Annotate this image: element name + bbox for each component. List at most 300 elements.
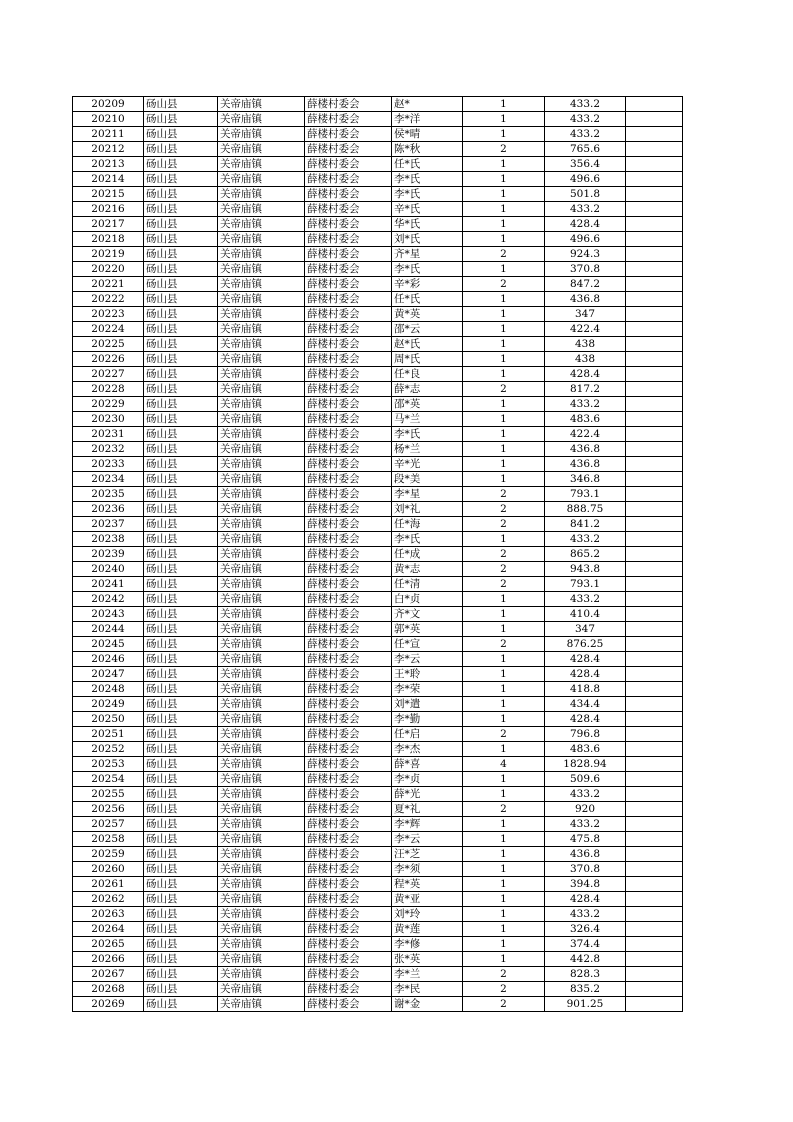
amount-cell: 347 — [545, 622, 626, 637]
empty-cell — [626, 712, 683, 727]
empty-cell — [626, 292, 683, 307]
row-id-cell: 20238 — [73, 532, 144, 547]
name-cell: 段*美 — [392, 472, 463, 487]
table-row — [73, 652, 683, 667]
name-cell: 侯*晴 — [392, 127, 463, 142]
empty-cell — [626, 127, 683, 142]
row-id-cell: 20230 — [73, 412, 144, 427]
village-cell: 薛楼村委会 — [305, 937, 392, 952]
row-id-cell: 20234 — [73, 472, 144, 487]
empty-cell — [626, 862, 683, 877]
county-cell: 砀山县 — [144, 997, 218, 1012]
town-cell: 关帝庙镇 — [218, 97, 305, 112]
table-row — [73, 217, 683, 232]
table-row — [73, 322, 683, 337]
empty-cell — [626, 307, 683, 322]
town-cell: 关帝庙镇 — [218, 967, 305, 982]
table-row — [73, 427, 683, 442]
empty-cell — [626, 157, 683, 172]
amount-cell: 433.2 — [545, 592, 626, 607]
county-cell: 砀山县 — [144, 682, 218, 697]
empty-cell — [626, 892, 683, 907]
empty-cell — [626, 787, 683, 802]
county-cell: 砀山县 — [144, 262, 218, 277]
amount-cell: 428.4 — [545, 712, 626, 727]
town-cell: 关帝庙镇 — [218, 757, 305, 772]
amount-cell: 475.8 — [545, 832, 626, 847]
county-cell: 砀山县 — [144, 277, 218, 292]
county-cell: 砀山县 — [144, 127, 218, 142]
village-cell: 薛楼村委会 — [305, 622, 392, 637]
row-id-cell: 20214 — [73, 172, 144, 187]
village-cell: 薛楼村委会 — [305, 982, 392, 997]
town-cell: 关帝庙镇 — [218, 322, 305, 337]
row-id-cell: 20219 — [73, 247, 144, 262]
row-id-cell: 20250 — [73, 712, 144, 727]
row-id-cell: 20209 — [73, 97, 144, 112]
table-row — [73, 952, 683, 967]
town-cell: 关帝庙镇 — [218, 652, 305, 667]
village-cell: 薛楼村委会 — [305, 652, 392, 667]
household-count-cell: 2 — [463, 637, 545, 652]
empty-cell — [626, 997, 683, 1012]
name-cell: 周*氏 — [392, 352, 463, 367]
town-cell: 关帝庙镇 — [218, 532, 305, 547]
village-cell: 薛楼村委会 — [305, 547, 392, 562]
county-cell: 砀山县 — [144, 847, 218, 862]
amount-cell: 436.8 — [545, 442, 626, 457]
town-cell: 关帝庙镇 — [218, 577, 305, 592]
table-row — [73, 532, 683, 547]
household-count-cell: 2 — [463, 967, 545, 982]
empty-cell — [626, 352, 683, 367]
row-id-cell: 20259 — [73, 847, 144, 862]
town-cell: 关帝庙镇 — [218, 742, 305, 757]
village-cell: 薛楼村委会 — [305, 322, 392, 337]
table-row — [73, 472, 683, 487]
village-cell: 薛楼村委会 — [305, 382, 392, 397]
name-cell: 白*贞 — [392, 592, 463, 607]
name-cell: 任*宣 — [392, 637, 463, 652]
village-cell: 薛楼村委会 — [305, 442, 392, 457]
county-cell: 砀山县 — [144, 232, 218, 247]
name-cell: 赵* — [392, 97, 463, 112]
amount-cell: 796.8 — [545, 727, 626, 742]
name-cell: 李*修 — [392, 937, 463, 952]
amount-cell: 793.1 — [545, 577, 626, 592]
row-id-cell: 20233 — [73, 457, 144, 472]
empty-cell — [626, 97, 683, 112]
table-row — [73, 862, 683, 877]
village-cell: 薛楼村委会 — [305, 127, 392, 142]
household-count-cell: 1 — [463, 532, 545, 547]
table-row — [73, 982, 683, 997]
county-cell: 砀山县 — [144, 397, 218, 412]
amount-cell: 370.8 — [545, 262, 626, 277]
household-count-cell: 1 — [463, 937, 545, 952]
table-row — [73, 247, 683, 262]
empty-cell — [626, 622, 683, 637]
town-cell: 关帝庙镇 — [218, 592, 305, 607]
empty-cell — [626, 412, 683, 427]
table-row — [73, 277, 683, 292]
household-count-cell: 1 — [463, 172, 545, 187]
town-cell: 关帝庙镇 — [218, 637, 305, 652]
village-cell: 薛楼村委会 — [305, 457, 392, 472]
amount-cell: 501.8 — [545, 187, 626, 202]
village-cell: 薛楼村委会 — [305, 727, 392, 742]
empty-cell — [626, 742, 683, 757]
village-cell: 薛楼村委会 — [305, 592, 392, 607]
town-cell: 关帝庙镇 — [218, 847, 305, 862]
village-cell: 薛楼村委会 — [305, 487, 392, 502]
amount-cell: 865.2 — [545, 547, 626, 562]
row-id-cell: 20251 — [73, 727, 144, 742]
table-row — [73, 187, 683, 202]
county-cell: 砀山县 — [144, 502, 218, 517]
village-cell: 薛楼村委会 — [305, 817, 392, 832]
empty-cell — [626, 367, 683, 382]
town-cell: 关帝庙镇 — [218, 802, 305, 817]
village-cell: 薛楼村委会 — [305, 562, 392, 577]
empty-cell — [626, 532, 683, 547]
village-cell: 薛楼村委会 — [305, 862, 392, 877]
household-count-cell: 1 — [463, 907, 545, 922]
amount-cell: 888.75 — [545, 502, 626, 517]
amount-cell: 428.4 — [545, 652, 626, 667]
name-cell: 刘*氏 — [392, 232, 463, 247]
name-cell: 李*须 — [392, 862, 463, 877]
table-row — [73, 127, 683, 142]
empty-cell — [626, 517, 683, 532]
household-count-cell: 1 — [463, 457, 545, 472]
empty-cell — [626, 232, 683, 247]
household-count-cell: 2 — [463, 547, 545, 562]
table-row — [73, 412, 683, 427]
household-count-cell: 1 — [463, 472, 545, 487]
table-row — [73, 262, 683, 277]
row-id-cell: 20248 — [73, 682, 144, 697]
row-id-cell: 20223 — [73, 307, 144, 322]
table-row — [73, 292, 683, 307]
table-row — [73, 442, 683, 457]
amount-cell: 370.8 — [545, 862, 626, 877]
county-cell: 砀山县 — [144, 892, 218, 907]
row-id-cell: 20253 — [73, 757, 144, 772]
household-count-cell: 1 — [463, 742, 545, 757]
village-cell: 薛楼村委会 — [305, 217, 392, 232]
name-cell: 汪*芝 — [392, 847, 463, 862]
village-cell: 薛楼村委会 — [305, 172, 392, 187]
amount-cell: 356.4 — [545, 157, 626, 172]
row-id-cell: 20262 — [73, 892, 144, 907]
name-cell: 程*英 — [392, 877, 463, 892]
town-cell: 关帝庙镇 — [218, 157, 305, 172]
table-row — [73, 397, 683, 412]
name-cell: 李*辉 — [392, 817, 463, 832]
village-cell: 薛楼村委会 — [305, 472, 392, 487]
town-cell: 关帝庙镇 — [218, 862, 305, 877]
town-cell: 关帝庙镇 — [218, 937, 305, 952]
county-cell: 砀山县 — [144, 832, 218, 847]
table-row — [73, 712, 683, 727]
name-cell: 黄*亚 — [392, 892, 463, 907]
table-row — [73, 622, 683, 637]
row-id-cell: 20240 — [73, 562, 144, 577]
village-cell: 薛楼村委会 — [305, 112, 392, 127]
row-id-cell: 20247 — [73, 667, 144, 682]
county-cell: 砀山县 — [144, 817, 218, 832]
name-cell: 辛*光 — [392, 457, 463, 472]
name-cell: 李*氏 — [392, 532, 463, 547]
row-id-cell: 20255 — [73, 787, 144, 802]
town-cell: 关帝庙镇 — [218, 607, 305, 622]
row-id-cell: 20264 — [73, 922, 144, 937]
table-row — [73, 367, 683, 382]
name-cell: 刘*礼 — [392, 502, 463, 517]
village-cell: 薛楼村委会 — [305, 262, 392, 277]
amount-cell: 901.25 — [545, 997, 626, 1012]
table-row — [73, 757, 683, 772]
amount-cell: 442.8 — [545, 952, 626, 967]
name-cell: 杨*兰 — [392, 442, 463, 457]
table-row — [73, 562, 683, 577]
name-cell: 辛*彩 — [392, 277, 463, 292]
amount-cell: 347 — [545, 307, 626, 322]
table-row — [73, 727, 683, 742]
empty-cell — [626, 832, 683, 847]
empty-cell — [626, 922, 683, 937]
row-id-cell: 20226 — [73, 352, 144, 367]
county-cell: 砀山县 — [144, 607, 218, 622]
county-cell: 砀山县 — [144, 637, 218, 652]
amount-cell: 438 — [545, 337, 626, 352]
household-count-cell: 2 — [463, 727, 545, 742]
village-cell: 薛楼村委会 — [305, 997, 392, 1012]
amount-cell: 433.2 — [545, 397, 626, 412]
amount-cell: 433.2 — [545, 907, 626, 922]
village-cell: 薛楼村委会 — [305, 907, 392, 922]
name-cell: 陈*秋 — [392, 142, 463, 157]
empty-cell — [626, 577, 683, 592]
empty-cell — [626, 472, 683, 487]
county-cell: 砀山县 — [144, 592, 218, 607]
table-row — [73, 787, 683, 802]
name-cell: 李*氏 — [392, 187, 463, 202]
empty-cell — [626, 382, 683, 397]
row-id-cell: 20261 — [73, 877, 144, 892]
table-row — [73, 517, 683, 532]
table-row — [73, 307, 683, 322]
town-cell: 关帝庙镇 — [218, 997, 305, 1012]
amount-cell: 509.6 — [545, 772, 626, 787]
table-row — [73, 877, 683, 892]
town-cell: 关帝庙镇 — [218, 517, 305, 532]
row-id-cell: 20237 — [73, 517, 144, 532]
town-cell: 关帝庙镇 — [218, 457, 305, 472]
empty-cell — [626, 727, 683, 742]
town-cell: 关帝庙镇 — [218, 187, 305, 202]
county-cell: 砀山县 — [144, 907, 218, 922]
village-cell: 薛楼村委会 — [305, 952, 392, 967]
household-count-cell: 1 — [463, 862, 545, 877]
empty-cell — [626, 337, 683, 352]
town-cell: 关帝庙镇 — [218, 787, 305, 802]
table-row — [73, 202, 683, 217]
village-cell: 薛楼村委会 — [305, 427, 392, 442]
row-id-cell: 20220 — [73, 262, 144, 277]
name-cell: 李*星 — [392, 487, 463, 502]
village-cell: 薛楼村委会 — [305, 922, 392, 937]
amount-cell: 817.2 — [545, 382, 626, 397]
household-count-cell: 1 — [463, 922, 545, 937]
amount-cell: 436.8 — [545, 457, 626, 472]
row-id-cell: 20242 — [73, 592, 144, 607]
amount-cell: 428.4 — [545, 667, 626, 682]
village-cell: 薛楼村委会 — [305, 712, 392, 727]
county-cell: 砀山县 — [144, 487, 218, 502]
name-cell: 任*氏 — [392, 157, 463, 172]
village-cell: 薛楼村委会 — [305, 517, 392, 532]
spreadsheet-page — [72, 96, 674, 1012]
row-id-cell: 20222 — [73, 292, 144, 307]
name-cell: 李*洋 — [392, 112, 463, 127]
empty-cell — [626, 667, 683, 682]
amount-cell: 422.4 — [545, 322, 626, 337]
empty-cell — [626, 202, 683, 217]
empty-cell — [626, 817, 683, 832]
table-row — [73, 487, 683, 502]
town-cell: 关帝庙镇 — [218, 772, 305, 787]
town-cell: 关帝庙镇 — [218, 832, 305, 847]
empty-cell — [626, 562, 683, 577]
town-cell: 关帝庙镇 — [218, 487, 305, 502]
county-cell: 砀山县 — [144, 712, 218, 727]
empty-cell — [626, 502, 683, 517]
village-cell: 薛楼村委会 — [305, 667, 392, 682]
county-cell: 砀山县 — [144, 247, 218, 262]
county-cell: 砀山县 — [144, 967, 218, 982]
town-cell: 关帝庙镇 — [218, 202, 305, 217]
household-count-cell: 1 — [463, 97, 545, 112]
amount-cell: 374.4 — [545, 937, 626, 952]
name-cell: 薛*志 — [392, 382, 463, 397]
name-cell: 郭*英 — [392, 622, 463, 637]
empty-cell — [626, 187, 683, 202]
town-cell: 关帝庙镇 — [218, 427, 305, 442]
amount-cell: 428.4 — [545, 892, 626, 907]
household-count-cell: 1 — [463, 787, 545, 802]
amount-cell: 433.2 — [545, 787, 626, 802]
household-count-cell: 1 — [463, 877, 545, 892]
empty-cell — [626, 847, 683, 862]
table-row — [73, 847, 683, 862]
name-cell: 王*聆 — [392, 667, 463, 682]
county-cell: 砀山县 — [144, 427, 218, 442]
county-cell: 砀山县 — [144, 217, 218, 232]
name-cell: 李*云 — [392, 652, 463, 667]
row-id-cell: 20257 — [73, 817, 144, 832]
village-cell: 薛楼村委会 — [305, 352, 392, 367]
household-count-cell: 1 — [463, 307, 545, 322]
village-cell: 薛楼村委会 — [305, 532, 392, 547]
table-row — [73, 382, 683, 397]
empty-cell — [626, 877, 683, 892]
name-cell: 华*氏 — [392, 217, 463, 232]
household-count-cell: 1 — [463, 712, 545, 727]
empty-cell — [626, 427, 683, 442]
town-cell: 关帝庙镇 — [218, 922, 305, 937]
county-cell: 砀山县 — [144, 547, 218, 562]
household-count-cell: 2 — [463, 502, 545, 517]
amount-cell: 1828.94 — [545, 757, 626, 772]
name-cell: 任*清 — [392, 577, 463, 592]
name-cell: 李*贞 — [392, 772, 463, 787]
town-cell: 关帝庙镇 — [218, 877, 305, 892]
county-cell: 砀山县 — [144, 97, 218, 112]
table-row — [73, 337, 683, 352]
county-cell: 砀山县 — [144, 187, 218, 202]
row-id-cell: 20218 — [73, 232, 144, 247]
empty-cell — [626, 637, 683, 652]
name-cell: 李*兰 — [392, 967, 463, 982]
household-count-cell: 1 — [463, 232, 545, 247]
county-cell: 砀山县 — [144, 772, 218, 787]
household-count-cell: 1 — [463, 847, 545, 862]
empty-cell — [626, 487, 683, 502]
empty-cell — [626, 457, 683, 472]
row-id-cell: 20269 — [73, 997, 144, 1012]
table-row — [73, 682, 683, 697]
county-cell: 砀山县 — [144, 352, 218, 367]
row-id-cell: 20246 — [73, 652, 144, 667]
name-cell: 夏*礼 — [392, 802, 463, 817]
empty-cell — [626, 652, 683, 667]
county-cell: 砀山县 — [144, 622, 218, 637]
household-count-cell: 1 — [463, 337, 545, 352]
town-cell: 关帝庙镇 — [218, 442, 305, 457]
table-row — [73, 697, 683, 712]
amount-cell: 436.8 — [545, 847, 626, 862]
name-cell: 赵*氏 — [392, 337, 463, 352]
amount-cell: 924.3 — [545, 247, 626, 262]
village-cell: 薛楼村委会 — [305, 337, 392, 352]
name-cell: 辛*氏 — [392, 202, 463, 217]
empty-cell — [626, 952, 683, 967]
town-cell: 关帝庙镇 — [218, 727, 305, 742]
row-id-cell: 20212 — [73, 142, 144, 157]
town-cell: 关帝庙镇 — [218, 892, 305, 907]
row-id-cell: 20265 — [73, 937, 144, 952]
village-cell: 薛楼村委会 — [305, 877, 392, 892]
village-cell: 薛楼村委会 — [305, 247, 392, 262]
town-cell: 关帝庙镇 — [218, 247, 305, 262]
amount-cell: 433.2 — [545, 97, 626, 112]
table-row — [73, 457, 683, 472]
data-table — [72, 96, 683, 1012]
amount-cell: 496.6 — [545, 172, 626, 187]
empty-cell — [626, 802, 683, 817]
village-cell: 薛楼村委会 — [305, 967, 392, 982]
name-cell: 任*海 — [392, 517, 463, 532]
household-count-cell: 2 — [463, 577, 545, 592]
village-cell: 薛楼村委会 — [305, 742, 392, 757]
town-cell: 关帝庙镇 — [218, 682, 305, 697]
household-count-cell: 1 — [463, 112, 545, 127]
household-count-cell: 2 — [463, 517, 545, 532]
empty-cell — [626, 112, 683, 127]
table-row — [73, 592, 683, 607]
